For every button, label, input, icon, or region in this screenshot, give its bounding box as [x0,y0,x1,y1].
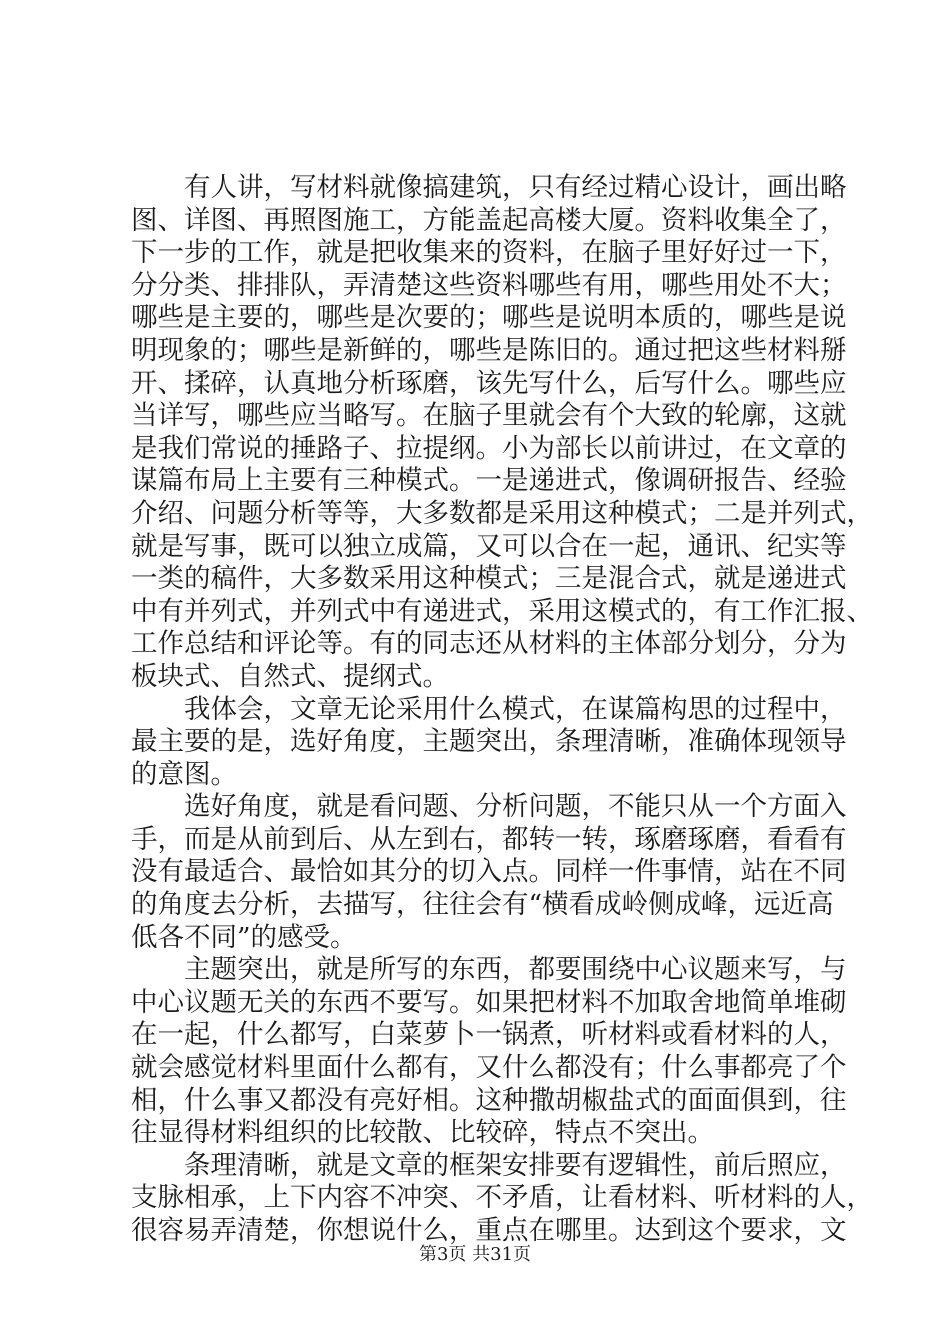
text-line: 工作总结和评论等。有的同志还从材料的主体部分划分，分为 [131,628,847,660]
text-line: 哪些是主要的，哪些是次要的；哪些是说明本质的，哪些是说 [131,302,847,334]
page-footer [0,1244,950,1266]
text-line: 相，什么事又都没有亮好相。这种撒胡椒盐式的面面俱到，往 [131,1084,847,1116]
text-line: 板块式、自然式、提纲式。 [131,660,449,692]
text-line: 低各不同”的感受。 [131,921,357,953]
text-line: 选好角度，就是看问题、分析问题，不能只从一个方面入 [131,791,847,823]
text-line: 条理清晰，就是文章的框架安排要有逻辑性，前后照应， [131,1149,847,1181]
text-line: 支脉相承，上下内容不冲突、不矛盾，让看材料、听材料的人， [131,1182,873,1214]
text-line: 中心议题无关的东西不要写。如果把材料不加取舍地简单堆砌 [131,986,847,1018]
text-line: 中有并列式，并列式中有递进式，采用这模式的，有工作汇报、 [131,595,873,627]
text-line: 的意图。 [131,758,237,790]
text-line: 是我们常说的捶路子、拉提纲。小为部长以前讲过，在文章的 [131,432,847,464]
text-line: 图、详图、再照图施工，方能盖起高楼大厦。资料收集全了， [131,204,847,236]
text-line: 介绍、问题分析等等，大多数都是采用这种模式；二是并列式， [131,497,873,529]
text-line: 下一步的工作，就是把收集来的资料，在脑子里好好过一下， [131,237,847,269]
text-line: 分分类、排排队，弄清楚这些资料哪些有用，哪些用处不大； [131,269,847,301]
text-line: 有人讲，写材料就像搞建筑，只有经过精心设计，画出略 [131,172,847,203]
text-line: 一类的稿件，大多数采用这种模式；三是混合式，就是递进式 [131,563,847,595]
text-line: 的角度去分析，去描写，往往会有“横看成岭侧成峰，远近高 [131,889,834,921]
text-line: 没有最适合、最恰如其分的切入点。同样一件事情，站在不同 [131,856,847,888]
text-line: 往显得材料组织的比较散、比较碎，特点不突出。 [131,1117,714,1149]
text-line: 就是写事，既可以独立成篇，又可以合在一起，通讯、纪实等 [131,530,847,562]
text-line: 开、揉碎，认真地分析琢磨，该先写什么，后写什么。哪些应 [131,367,847,399]
text-line: 主题突出，就是所写的东西，都要围绕中心议题来写，与 [131,954,847,986]
text-line: 手，而是从前到后、从左到右，都转一转，琢磨琢磨，看看有 [131,823,847,855]
text-line: 明现象的；哪些是新鲜的，哪些是陈旧的。通过把这些材料掰 [131,334,847,366]
text-line: 谋篇布局上主要有三种模式。一是递进式，像调研报告、经验 [131,465,847,497]
body-text [131,172,873,1248]
text-line: 在一起，什么都写，白菜萝卜一锅煮，听材料或看材料的人， [131,1019,847,1051]
page-number-label: 第3页 共31页 [418,1244,532,1265]
text-line: 当详写，哪些应当略写。在脑子里就会有个大致的轮廓，这就 [131,400,847,432]
text-line: 我体会，文章无论采用什么模式，在谋篇构思的过程中， [131,693,847,725]
text-line: 最主要的是，选好角度，主题突出，条理清晰，准确体现领导 [131,726,847,758]
text-line: 就会感觉材料里面什么都有，又什么都没有；什么事都亮了个 [131,1052,847,1084]
text-line: 很容易弄清楚，你想说什么，重点在哪里。达到这个要求，文 [131,1215,847,1246]
